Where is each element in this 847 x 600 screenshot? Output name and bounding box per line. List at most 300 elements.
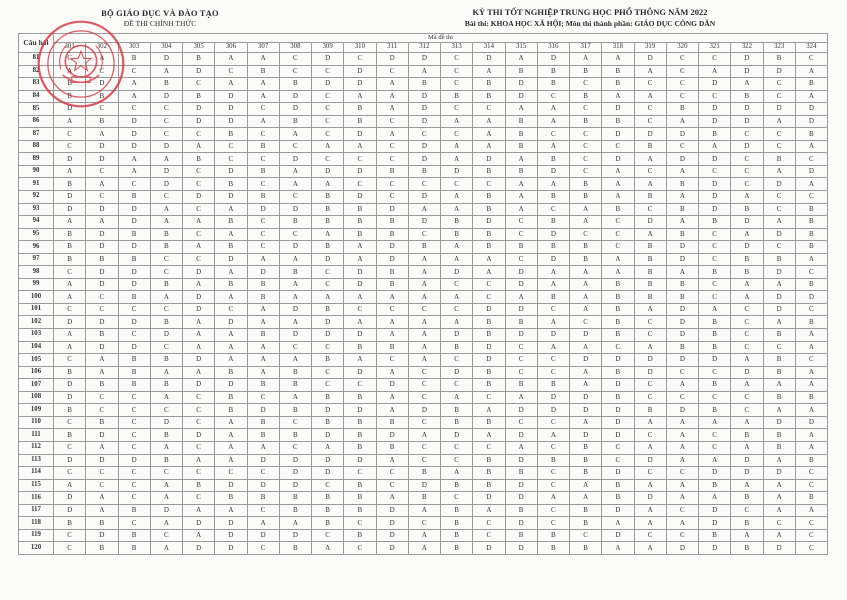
answer-cell: B (634, 140, 666, 153)
answer-cell: B (441, 542, 473, 555)
answer-cell: D (183, 379, 215, 392)
answer-cell: D (86, 241, 118, 254)
answer-cell: D (86, 266, 118, 279)
answer-cell: C (537, 467, 569, 480)
question-number: 102 (19, 316, 54, 329)
answer-cell: D (376, 429, 408, 442)
answer-cell: D (215, 479, 247, 492)
answer-cell: B (505, 140, 537, 153)
answer-cell: A (247, 90, 279, 103)
answer-cell: A (505, 291, 537, 304)
answer-cell: A (247, 53, 279, 66)
answer-cell: A (634, 416, 666, 429)
answer-cell: C (666, 391, 698, 404)
answer-cell: B (441, 517, 473, 530)
answer-cell: D (537, 329, 569, 342)
answer-cell: C (699, 441, 731, 454)
answer-cell: D (634, 354, 666, 367)
answer-cell: A (344, 354, 376, 367)
answer-cell: D (118, 140, 150, 153)
answer-cell: B (376, 416, 408, 429)
answer-cell: A (473, 65, 505, 78)
answer-cell: B (215, 178, 247, 191)
answer-cell: D (247, 404, 279, 417)
answer-cell: B (570, 454, 602, 467)
answer-cell: A (602, 517, 634, 530)
answer-cell: B (183, 479, 215, 492)
answer-cell: B (473, 191, 505, 204)
answer-cell: D (376, 203, 408, 216)
answer-cell: B (247, 329, 279, 342)
answer-cell: C (150, 303, 182, 316)
answer-cell: D (183, 65, 215, 78)
answer-cell: D (312, 53, 344, 66)
answer-cell: B (247, 416, 279, 429)
answer-cell: B (279, 404, 311, 417)
question-number: 113 (19, 454, 54, 467)
answer-cell: C (408, 366, 440, 379)
answer-cell: D (570, 354, 602, 367)
answer-cell: B (344, 529, 376, 542)
question-number: 101 (19, 303, 54, 316)
answer-cell: A (54, 291, 86, 304)
answer-cell: A (537, 178, 569, 191)
answer-cell: D (215, 517, 247, 530)
exam-code-header: 308 (279, 43, 311, 53)
answer-cell: D (505, 329, 537, 342)
answer-cell: B (473, 467, 505, 480)
answer-cell: A (86, 216, 118, 229)
exam-code-header: 302 (86, 43, 118, 53)
answer-cell: C (795, 479, 827, 492)
answer-cell: C (247, 128, 279, 141)
answer-cell: B (570, 115, 602, 128)
answer-cell: B (54, 517, 86, 530)
answer-cell: C (602, 216, 634, 229)
answer-cell: B (473, 379, 505, 392)
answer-cell: D (731, 216, 763, 229)
answer-cell: C (54, 266, 86, 279)
answer-cell: D (408, 404, 440, 417)
answer-cell: D (183, 115, 215, 128)
table-row (19, 128, 828, 141)
answer-cell: C (183, 404, 215, 417)
answer-cell: C (731, 165, 763, 178)
exam-code-group-header: Mã đề thi (54, 34, 828, 43)
answer-cell: D (602, 153, 634, 166)
answer-cell: C (408, 416, 440, 429)
answer-cell: D (731, 241, 763, 254)
answer-cell: D (54, 454, 86, 467)
answer-cell: A (86, 354, 118, 367)
answer-cell: D (602, 354, 634, 367)
answer-cell: C (312, 266, 344, 279)
answer-cell: C (731, 341, 763, 354)
exam-code-header: 310 (344, 43, 376, 53)
ministry-name: BỘ GIÁO DỤC VÀ ĐÀO TẠO (101, 8, 219, 18)
answer-cell: A (150, 542, 182, 555)
answer-cell: D (247, 529, 279, 542)
answer-cell: A (602, 178, 634, 191)
answer-cell: A (376, 316, 408, 329)
answer-cell: A (247, 341, 279, 354)
answer-cell: D (666, 316, 698, 329)
answer-cell: C (537, 303, 569, 316)
answer-cell: A (215, 341, 247, 354)
table-row (19, 454, 828, 467)
answer-cell: A (86, 504, 118, 517)
answer-cell: B (699, 329, 731, 342)
table-row (19, 441, 828, 454)
answer-cell: B (602, 391, 634, 404)
answer-cell: A (473, 253, 505, 266)
answer-cell: D (699, 78, 731, 91)
answer-cell: C (763, 203, 795, 216)
exam-code-header: 316 (537, 43, 569, 53)
question-number: 87 (19, 128, 54, 141)
answer-cell: C (344, 153, 376, 166)
answer-cell: A (602, 253, 634, 266)
answer-cell: A (795, 140, 827, 153)
answer-cell: A (344, 316, 376, 329)
answer-cell: A (215, 416, 247, 429)
answer-cell: B (279, 492, 311, 505)
answer-cell: C (441, 303, 473, 316)
answer-cell: B (54, 178, 86, 191)
answer-cell: D (666, 253, 698, 266)
answer-cell: C (634, 391, 666, 404)
answer-cell: D (150, 90, 182, 103)
answer-cell: D (312, 467, 344, 480)
answer-cell: B (795, 203, 827, 216)
answer-cell: B (118, 529, 150, 542)
answer-cell: A (279, 165, 311, 178)
answer-cell: D (602, 404, 634, 417)
answer-cell: B (312, 416, 344, 429)
answer-cell: B (118, 366, 150, 379)
answer-cell: A (731, 78, 763, 91)
answer-cell: C (118, 441, 150, 454)
answer-cell: C (344, 379, 376, 392)
answer-cell: A (634, 517, 666, 530)
answer-cell: C (215, 467, 247, 480)
question-number: 119 (19, 529, 54, 542)
answer-cell: A (570, 216, 602, 229)
answer-cell: A (408, 253, 440, 266)
table-row (19, 253, 828, 266)
answer-cell: C (344, 467, 376, 480)
answer-cell: B (666, 228, 698, 241)
answer-cell: A (183, 216, 215, 229)
answer-cell: D (344, 191, 376, 204)
ministry-header (60, 8, 260, 28)
answer-cell: B (602, 291, 634, 304)
answer-cell: A (699, 416, 731, 429)
answer-cell: A (795, 404, 827, 417)
table-row (19, 241, 828, 254)
answer-cell: C (408, 517, 440, 530)
answer-cell: D (505, 492, 537, 505)
answer-cell: C (247, 178, 279, 191)
answer-cell: C (118, 103, 150, 116)
answer-cell: A (570, 341, 602, 354)
answer-cell: D (473, 542, 505, 555)
answer-cell: A (537, 316, 569, 329)
answer-cell: C (150, 529, 182, 542)
answer-cell: A (441, 191, 473, 204)
answer-cell: A (634, 479, 666, 492)
exam-code-header: 313 (441, 43, 473, 53)
answer-cell: B (795, 241, 827, 254)
answer-cell: C (86, 479, 118, 492)
answer-cell: D (699, 517, 731, 530)
answer-cell: D (634, 492, 666, 505)
answer-cell: B (763, 153, 795, 166)
answer-cell: A (795, 65, 827, 78)
answer-cell: C (441, 78, 473, 91)
answer-cell: A (86, 128, 118, 141)
answer-cell: B (731, 542, 763, 555)
exam-code-header: 303 (118, 43, 150, 53)
answer-cell: A (376, 103, 408, 116)
answer-cell: C (602, 441, 634, 454)
answer-cell: D (731, 103, 763, 116)
answer-cell: C (376, 303, 408, 316)
exam-code-header: 324 (795, 43, 827, 53)
answer-cell: C (763, 90, 795, 103)
answer-cell: D (634, 366, 666, 379)
answer-cell: A (279, 253, 311, 266)
answer-cell: A (215, 504, 247, 517)
answer-cell: C (279, 140, 311, 153)
answer-cell: D (118, 341, 150, 354)
answer-cell: B (344, 115, 376, 128)
answer-cell: B (602, 316, 634, 329)
answer-cell: D (215, 542, 247, 555)
answer-cell: B (570, 542, 602, 555)
answer-cell: C (666, 366, 698, 379)
answer-cell: C (247, 103, 279, 116)
answer-cell: D (344, 329, 376, 342)
answer-cell: B (731, 253, 763, 266)
answer-cell: B (473, 203, 505, 216)
question-number: 94 (19, 216, 54, 229)
answer-cell: A (699, 492, 731, 505)
question-number: 108 (19, 391, 54, 404)
answer-cell: A (150, 366, 182, 379)
answer-cell: A (666, 379, 698, 392)
answer-cell: D (312, 429, 344, 442)
answer-cell: B (795, 316, 827, 329)
answer-cell: D (86, 529, 118, 542)
answer-cell: A (408, 329, 440, 342)
answer-cell: A (279, 278, 311, 291)
answer-cell: D (408, 191, 440, 204)
answer-cell: B (795, 128, 827, 141)
answer-cell: C (570, 529, 602, 542)
answer-rows (19, 53, 828, 555)
answer-cell: B (537, 216, 569, 229)
answer-cell: C (634, 467, 666, 480)
answer-cell: D (505, 517, 537, 530)
answer-cell: A (183, 316, 215, 329)
answer-cell: A (505, 441, 537, 454)
answer-cell: D (312, 78, 344, 91)
answer-cell: C (183, 228, 215, 241)
answer-cell: D (279, 467, 311, 480)
answer-cell: C (763, 517, 795, 530)
answer-cell: D (279, 241, 311, 254)
table-row (19, 379, 828, 392)
answer-cell: B (505, 165, 537, 178)
answer-cell: C (183, 391, 215, 404)
answer-cell: A (634, 303, 666, 316)
answer-cell: A (312, 291, 344, 304)
answer-cell: C (602, 241, 634, 254)
answer-cell: C (408, 379, 440, 392)
answer-key-table (18, 33, 828, 555)
table-row (19, 228, 828, 241)
answer-cell: B (118, 354, 150, 367)
answer-cell: D (505, 542, 537, 555)
answer-cell: B (54, 228, 86, 241)
answer-cell: D (312, 454, 344, 467)
answer-cell: A (247, 366, 279, 379)
answer-cell: B (312, 203, 344, 216)
answer-cell: A (505, 391, 537, 404)
answer-cell: D (505, 78, 537, 91)
answer-cell: D (344, 65, 376, 78)
answer-cell: B (473, 165, 505, 178)
answer-cell: A (312, 441, 344, 454)
answer-cell: D (54, 203, 86, 216)
answer-cell: C (312, 128, 344, 141)
question-number: 117 (19, 504, 54, 517)
question-number: 105 (19, 354, 54, 367)
answer-cell: C (537, 354, 569, 367)
answer-cell: A (118, 90, 150, 103)
answer-cell: B (505, 379, 537, 392)
answer-cell: A (150, 291, 182, 304)
answer-cell: A (279, 291, 311, 304)
answer-cell: A (312, 542, 344, 555)
answer-cell: A (441, 316, 473, 329)
answer-cell: D (505, 90, 537, 103)
answer-cell: B (699, 379, 731, 392)
answer-cell: B (312, 517, 344, 530)
table-row (19, 291, 828, 304)
answer-cell: D (183, 354, 215, 367)
answer-cell: B (344, 504, 376, 517)
answer-cell: D (344, 78, 376, 91)
answer-cell: C (54, 303, 86, 316)
answer-cell: A (86, 441, 118, 454)
answer-cell: A (570, 492, 602, 505)
answer-cell: B (699, 316, 731, 329)
answer-cell: D (86, 78, 118, 91)
answer-cell: C (537, 366, 569, 379)
answer-cell: D (183, 303, 215, 316)
question-number: 83 (19, 78, 54, 91)
answer-cell: A (54, 115, 86, 128)
answer-cell: C (408, 303, 440, 316)
answer-cell: A (215, 454, 247, 467)
answer-cell: C (344, 178, 376, 191)
answer-cell: C (634, 165, 666, 178)
answer-cell: C (183, 467, 215, 480)
table-row (19, 416, 828, 429)
answer-cell: B (279, 115, 311, 128)
answer-cell: B (699, 128, 731, 141)
answer-cell: A (795, 90, 827, 103)
answer-cell: D (312, 316, 344, 329)
document-status: ĐỀ THI CHÍNH THỨC (123, 19, 197, 28)
answer-cell: A (408, 203, 440, 216)
answer-cell: C (795, 53, 827, 66)
answer-cell: D (86, 316, 118, 329)
answer-cell: A (570, 416, 602, 429)
answer-cell: A (666, 479, 698, 492)
question-number: 103 (19, 329, 54, 342)
answer-cell: C (312, 278, 344, 291)
answer-cell: C (247, 216, 279, 229)
answer-cell: C (118, 178, 150, 191)
table-row (19, 366, 828, 379)
answer-cell: A (441, 291, 473, 304)
exam-code-header: 323 (763, 43, 795, 53)
answer-cell: B (666, 341, 698, 354)
answer-cell: B (731, 90, 763, 103)
answer-cell: C (505, 416, 537, 429)
answer-cell: B (505, 115, 537, 128)
answer-cell: A (505, 53, 537, 66)
answer-cell: A (570, 479, 602, 492)
answer-cell: B (54, 404, 86, 417)
answer-cell: B (279, 366, 311, 379)
answer-cell: A (634, 542, 666, 555)
answer-cell: B (473, 78, 505, 91)
answer-cell: A (279, 391, 311, 404)
answer-cell: D (86, 429, 118, 442)
answer-cell: D (279, 103, 311, 116)
answer-cell: B (118, 191, 150, 204)
answer-cell: B (473, 366, 505, 379)
answer-cell: A (279, 517, 311, 530)
answer-cell: B (247, 291, 279, 304)
answer-cell: B (505, 529, 537, 542)
table-row (19, 266, 828, 279)
answer-cell: D (763, 178, 795, 191)
exam-code-header: 309 (312, 43, 344, 53)
answer-cell: B (570, 504, 602, 517)
answer-cell: C (150, 266, 182, 279)
answer-cell: C (731, 128, 763, 141)
answer-cell: B (54, 241, 86, 254)
exam-code-header: 319 (634, 43, 666, 53)
answer-cell: A (376, 329, 408, 342)
question-number: 110 (19, 416, 54, 429)
answer-cell: A (570, 366, 602, 379)
answer-cell: A (763, 492, 795, 505)
answer-cell: D (54, 379, 86, 392)
answer-cell: D (344, 366, 376, 379)
answer-cell: A (473, 429, 505, 442)
answer-cell: A (795, 429, 827, 442)
exam-code-header: 317 (570, 43, 602, 53)
answer-cell: C (666, 53, 698, 66)
answer-cell: C (279, 65, 311, 78)
answer-cell: A (376, 454, 408, 467)
